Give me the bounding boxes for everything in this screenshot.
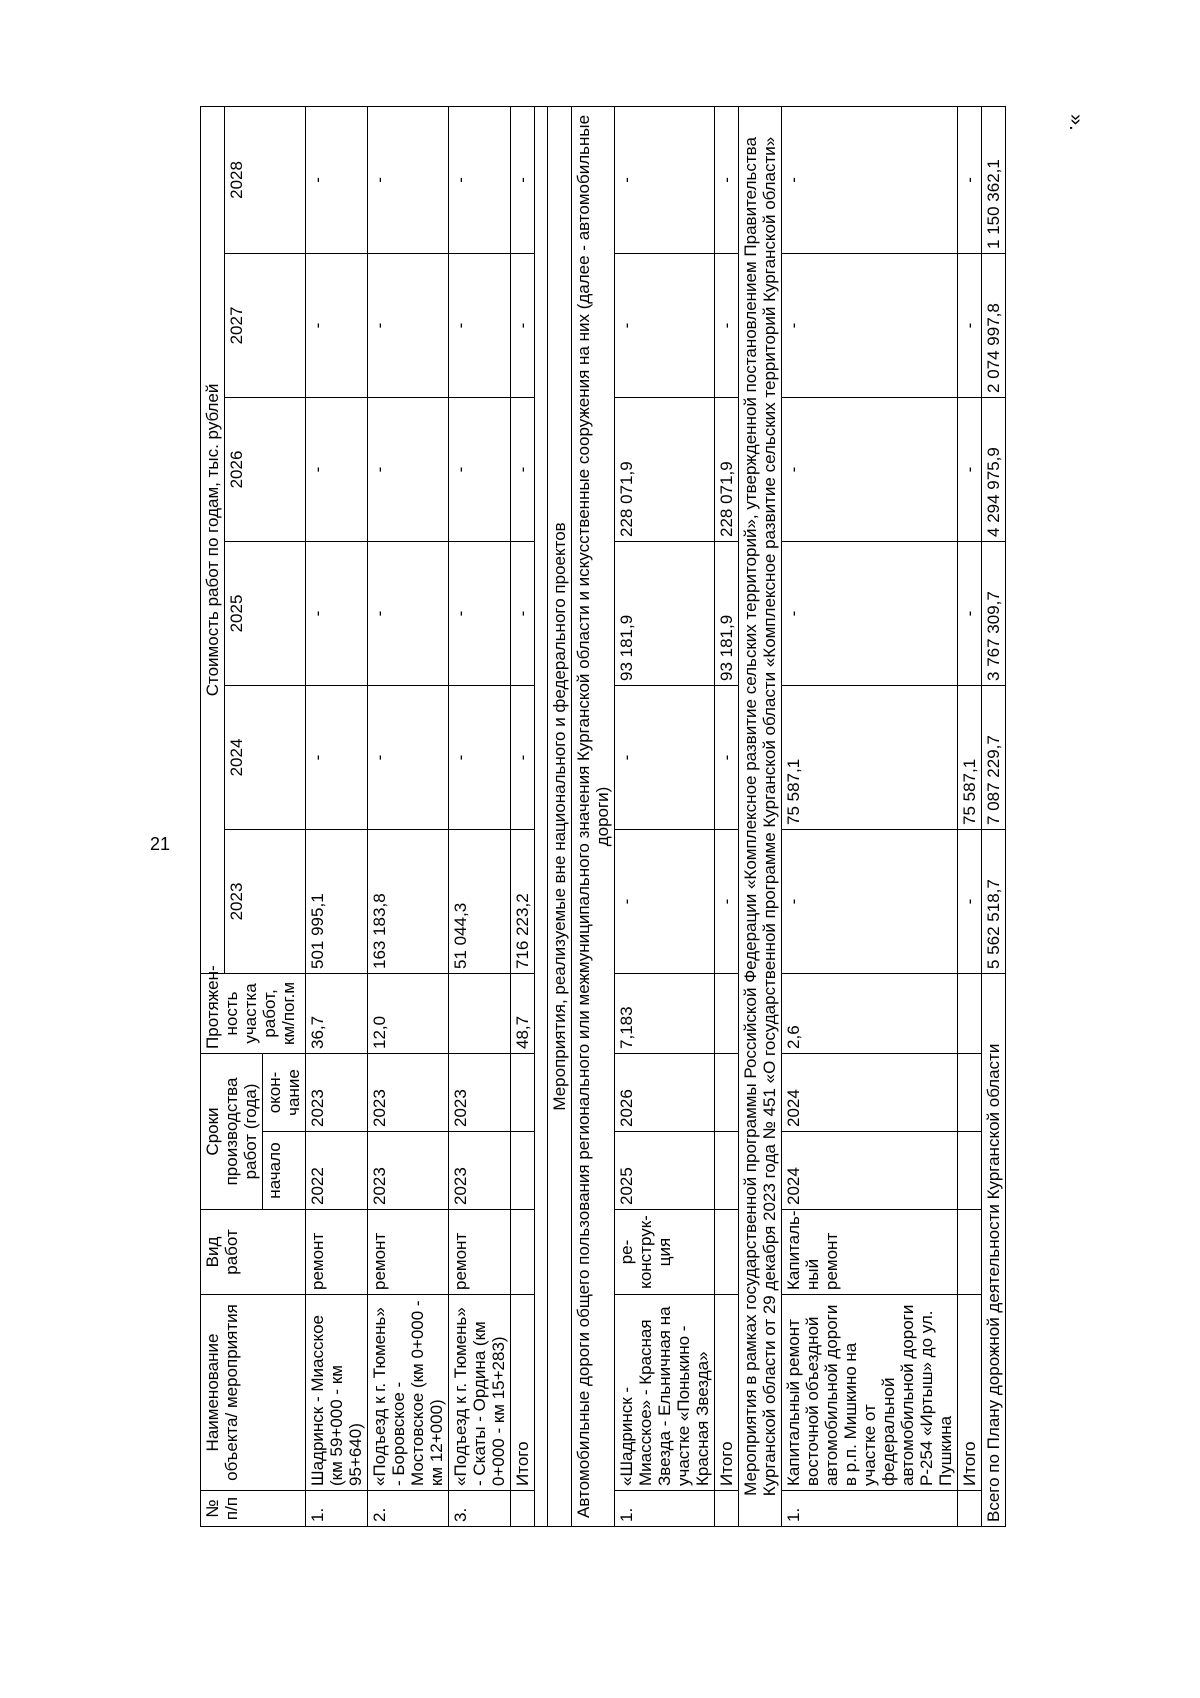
- row-2025: 93 181,9: [615, 541, 715, 685]
- grand-total-label: Всего по Плану дорожной деятельности Курганской области: [982, 973, 1006, 1526]
- subtotal-2024: -: [511, 685, 535, 829]
- row-start: 2023: [368, 1132, 449, 1210]
- subtotal-2025: -: [511, 541, 535, 685]
- table-row: [306, 106, 368, 1526]
- row-2025: -: [782, 541, 958, 685]
- header-year-2025: 2025: [225, 541, 306, 685]
- row-no: 1.: [306, 1491, 368, 1527]
- header-no: № п/п: [201, 1491, 306, 1527]
- subtotal-2027: -: [511, 253, 535, 397]
- header-year-2027: 2027: [225, 253, 306, 397]
- subtotal-row: [715, 106, 739, 1526]
- row-start: 2023: [449, 1132, 511, 1210]
- subtotal-2025: -: [958, 541, 982, 685]
- subtotal-2028: -: [958, 106, 982, 253]
- header-name: Наименование объекта/ мероприятия: [201, 1295, 306, 1491]
- subtotal-2027: -: [958, 253, 982, 397]
- row-type: ре-конструк-ция: [615, 1210, 715, 1295]
- row-2027: -: [368, 253, 449, 397]
- subtotal-label: Итого: [958, 1295, 982, 1491]
- row-length: 12,0: [368, 973, 449, 1053]
- section-title-row: [548, 106, 572, 1526]
- section-3-title: Мероприятия в рамках государственной программы Российской Федерации «Комплексное развитие сельских территорий», утвержденной постановлением Правительства Курганской области от 29 декабря 2023 года № 451 «О государственной программе Курганской области «Комплексное развитие сельских территорий Курганской области»: [739, 106, 782, 1526]
- grand-total-2028: 1 150 362,1: [982, 106, 1006, 253]
- closing-quote: ».: [1065, 114, 1087, 131]
- header-cost: Стоимость работ по годам, тыс. рублей: [201, 106, 225, 973]
- subtotal-2024: -: [715, 685, 739, 829]
- section-2-title: Мероприятия, реализуемые вне национального и федерального проектов: [548, 106, 572, 1526]
- subtotal-2025: 93 181,9: [715, 541, 739, 685]
- row-type: ремонт: [449, 1210, 511, 1295]
- subtotal-2023: -: [958, 829, 982, 973]
- table-row: [368, 106, 449, 1526]
- row-end: 2023: [306, 1053, 368, 1131]
- row-2023: 501 995,1: [306, 829, 368, 973]
- row-2024: 75 587,1: [782, 685, 958, 829]
- subtotal-2026: 228 071,9: [715, 397, 739, 541]
- row-2028: -: [449, 106, 511, 253]
- subtotal-row: [511, 106, 535, 1526]
- row-end: 2023: [449, 1053, 511, 1131]
- row-2025: -: [449, 541, 511, 685]
- row-2026: -: [306, 397, 368, 541]
- table-row: [615, 106, 715, 1526]
- grand-total-2026: 4 294 975,9: [982, 397, 1006, 541]
- row-2027: -: [782, 253, 958, 397]
- row-2026: -: [368, 397, 449, 541]
- row-name: «Подъезд к г. Тюмень» - Скаты - Ордина (км 0+000 - км 15+283): [449, 1295, 511, 1491]
- row-start: 2025: [615, 1132, 715, 1210]
- row-end: 2026: [615, 1053, 715, 1131]
- grand-total-row: [982, 106, 1006, 1526]
- row-name: Шадринск - Миасское (км 59+000 - км 95+640): [306, 1295, 368, 1491]
- header-row-1: [201, 106, 225, 1526]
- row-2026: -: [782, 397, 958, 541]
- row-length: 36,7: [306, 973, 368, 1053]
- header-year-2026: 2026: [225, 397, 306, 541]
- subtotal-2026: -: [511, 397, 535, 541]
- row-2023: 51 044,3: [449, 829, 511, 973]
- subtotal-2028: -: [511, 106, 535, 253]
- row-2028: -: [615, 106, 715, 253]
- spacer-row: [535, 106, 548, 1526]
- row-length: 2,6: [782, 973, 958, 1053]
- header-length: Протяжен-ность участка работ, км/пог.м: [201, 973, 306, 1053]
- row-2025: -: [368, 541, 449, 685]
- row-start: 2022: [306, 1132, 368, 1210]
- row-length: 7,183: [615, 973, 715, 1053]
- row-2025: -: [306, 541, 368, 685]
- grand-total-2025: 3 767 309,7: [982, 541, 1006, 685]
- row-2024: -: [615, 685, 715, 829]
- row-2023: -: [615, 829, 715, 973]
- header-year-2023: 2023: [225, 829, 306, 973]
- section-subtitle-row: [572, 106, 615, 1526]
- grand-total-2024: 7 087 229,7: [982, 685, 1006, 829]
- subtotal-2026: -: [958, 397, 982, 541]
- row-2027: -: [449, 253, 511, 397]
- subtotal-label: Итого: [715, 1295, 739, 1491]
- row-2026: 228 071,9: [615, 397, 715, 541]
- row-end: 2024: [782, 1053, 958, 1131]
- header-work-type: Вид работ: [201, 1210, 306, 1295]
- subtotal-2024: 75 587,1: [958, 685, 982, 829]
- row-end: 2023: [368, 1053, 449, 1131]
- subtotal-label: Итого: [511, 1295, 535, 1491]
- grand-total-2023: 5 562 518,7: [982, 829, 1006, 973]
- subtotal-row: [958, 106, 982, 1526]
- row-2024: -: [368, 685, 449, 829]
- section-title-row: [739, 106, 782, 1526]
- page-number: 21: [150, 834, 171, 854]
- subtotal-length: 48,7: [511, 973, 535, 1053]
- header-year-2028: 2028: [225, 106, 306, 253]
- rotated-table-wrapper: [200, 107, 1100, 1527]
- row-2024: -: [306, 685, 368, 829]
- subtotal-2023: 716 223,2: [511, 829, 535, 973]
- table-row: [449, 106, 511, 1526]
- row-no: 1.: [615, 1491, 715, 1527]
- grand-total-2027: 2 074 997,8: [982, 253, 1006, 397]
- row-no: 1.: [782, 1491, 958, 1527]
- header-year-2024: 2024: [225, 685, 306, 829]
- row-type: Капиталь-ный ремонт: [782, 1210, 958, 1295]
- row-2023: 163 183,8: [368, 829, 449, 973]
- row-type: ремонт: [306, 1210, 368, 1295]
- row-type: ремонт: [368, 1210, 449, 1295]
- row-no: 2.: [368, 1491, 449, 1527]
- row-2028: -: [306, 106, 368, 253]
- row-2028: -: [368, 106, 449, 253]
- row-length: [449, 973, 511, 1053]
- table-row: [782, 106, 958, 1526]
- header-terms: Сроки производства работ (года): [201, 1053, 263, 1209]
- row-2027: -: [615, 253, 715, 397]
- row-2024: -: [449, 685, 511, 829]
- subtotal-2028: -: [715, 106, 739, 253]
- row-start: 2024: [782, 1132, 958, 1210]
- row-no: 3.: [449, 1491, 511, 1527]
- header-end: окон-чание: [263, 1053, 306, 1131]
- row-2027: -: [306, 253, 368, 397]
- row-name: «Подъезд к г. Тюмень» - Боровское - Мостовское (км 0+000 - км 12+000): [368, 1295, 449, 1491]
- row-name: «Шадринск - Миасское» - Красная Звезда - Ельничная на участке «Понькино - Красная Звезда»: [615, 1295, 715, 1491]
- row-2023: -: [782, 829, 958, 973]
- subtotal-2023: -: [715, 829, 739, 973]
- header-start: начало: [263, 1132, 306, 1210]
- road-works-table: [200, 106, 1006, 1527]
- row-2028: -: [782, 106, 958, 253]
- subtotal-2027: -: [715, 253, 739, 397]
- row-name: Капитальный ремонт восточной объездной автомобильной дороги в р.п. Мишкино на участке от федеральной автомобильной дороги Р-254 «Иртыш» до ул. Пушкина: [782, 1295, 958, 1491]
- section-2-subtitle: Автомобильные дороги общего пользования регионального или межмуниципального значения Курганской области и искусственные сооружения на них (далее - автомобильные дороги): [572, 106, 615, 1526]
- row-2026: -: [449, 397, 511, 541]
